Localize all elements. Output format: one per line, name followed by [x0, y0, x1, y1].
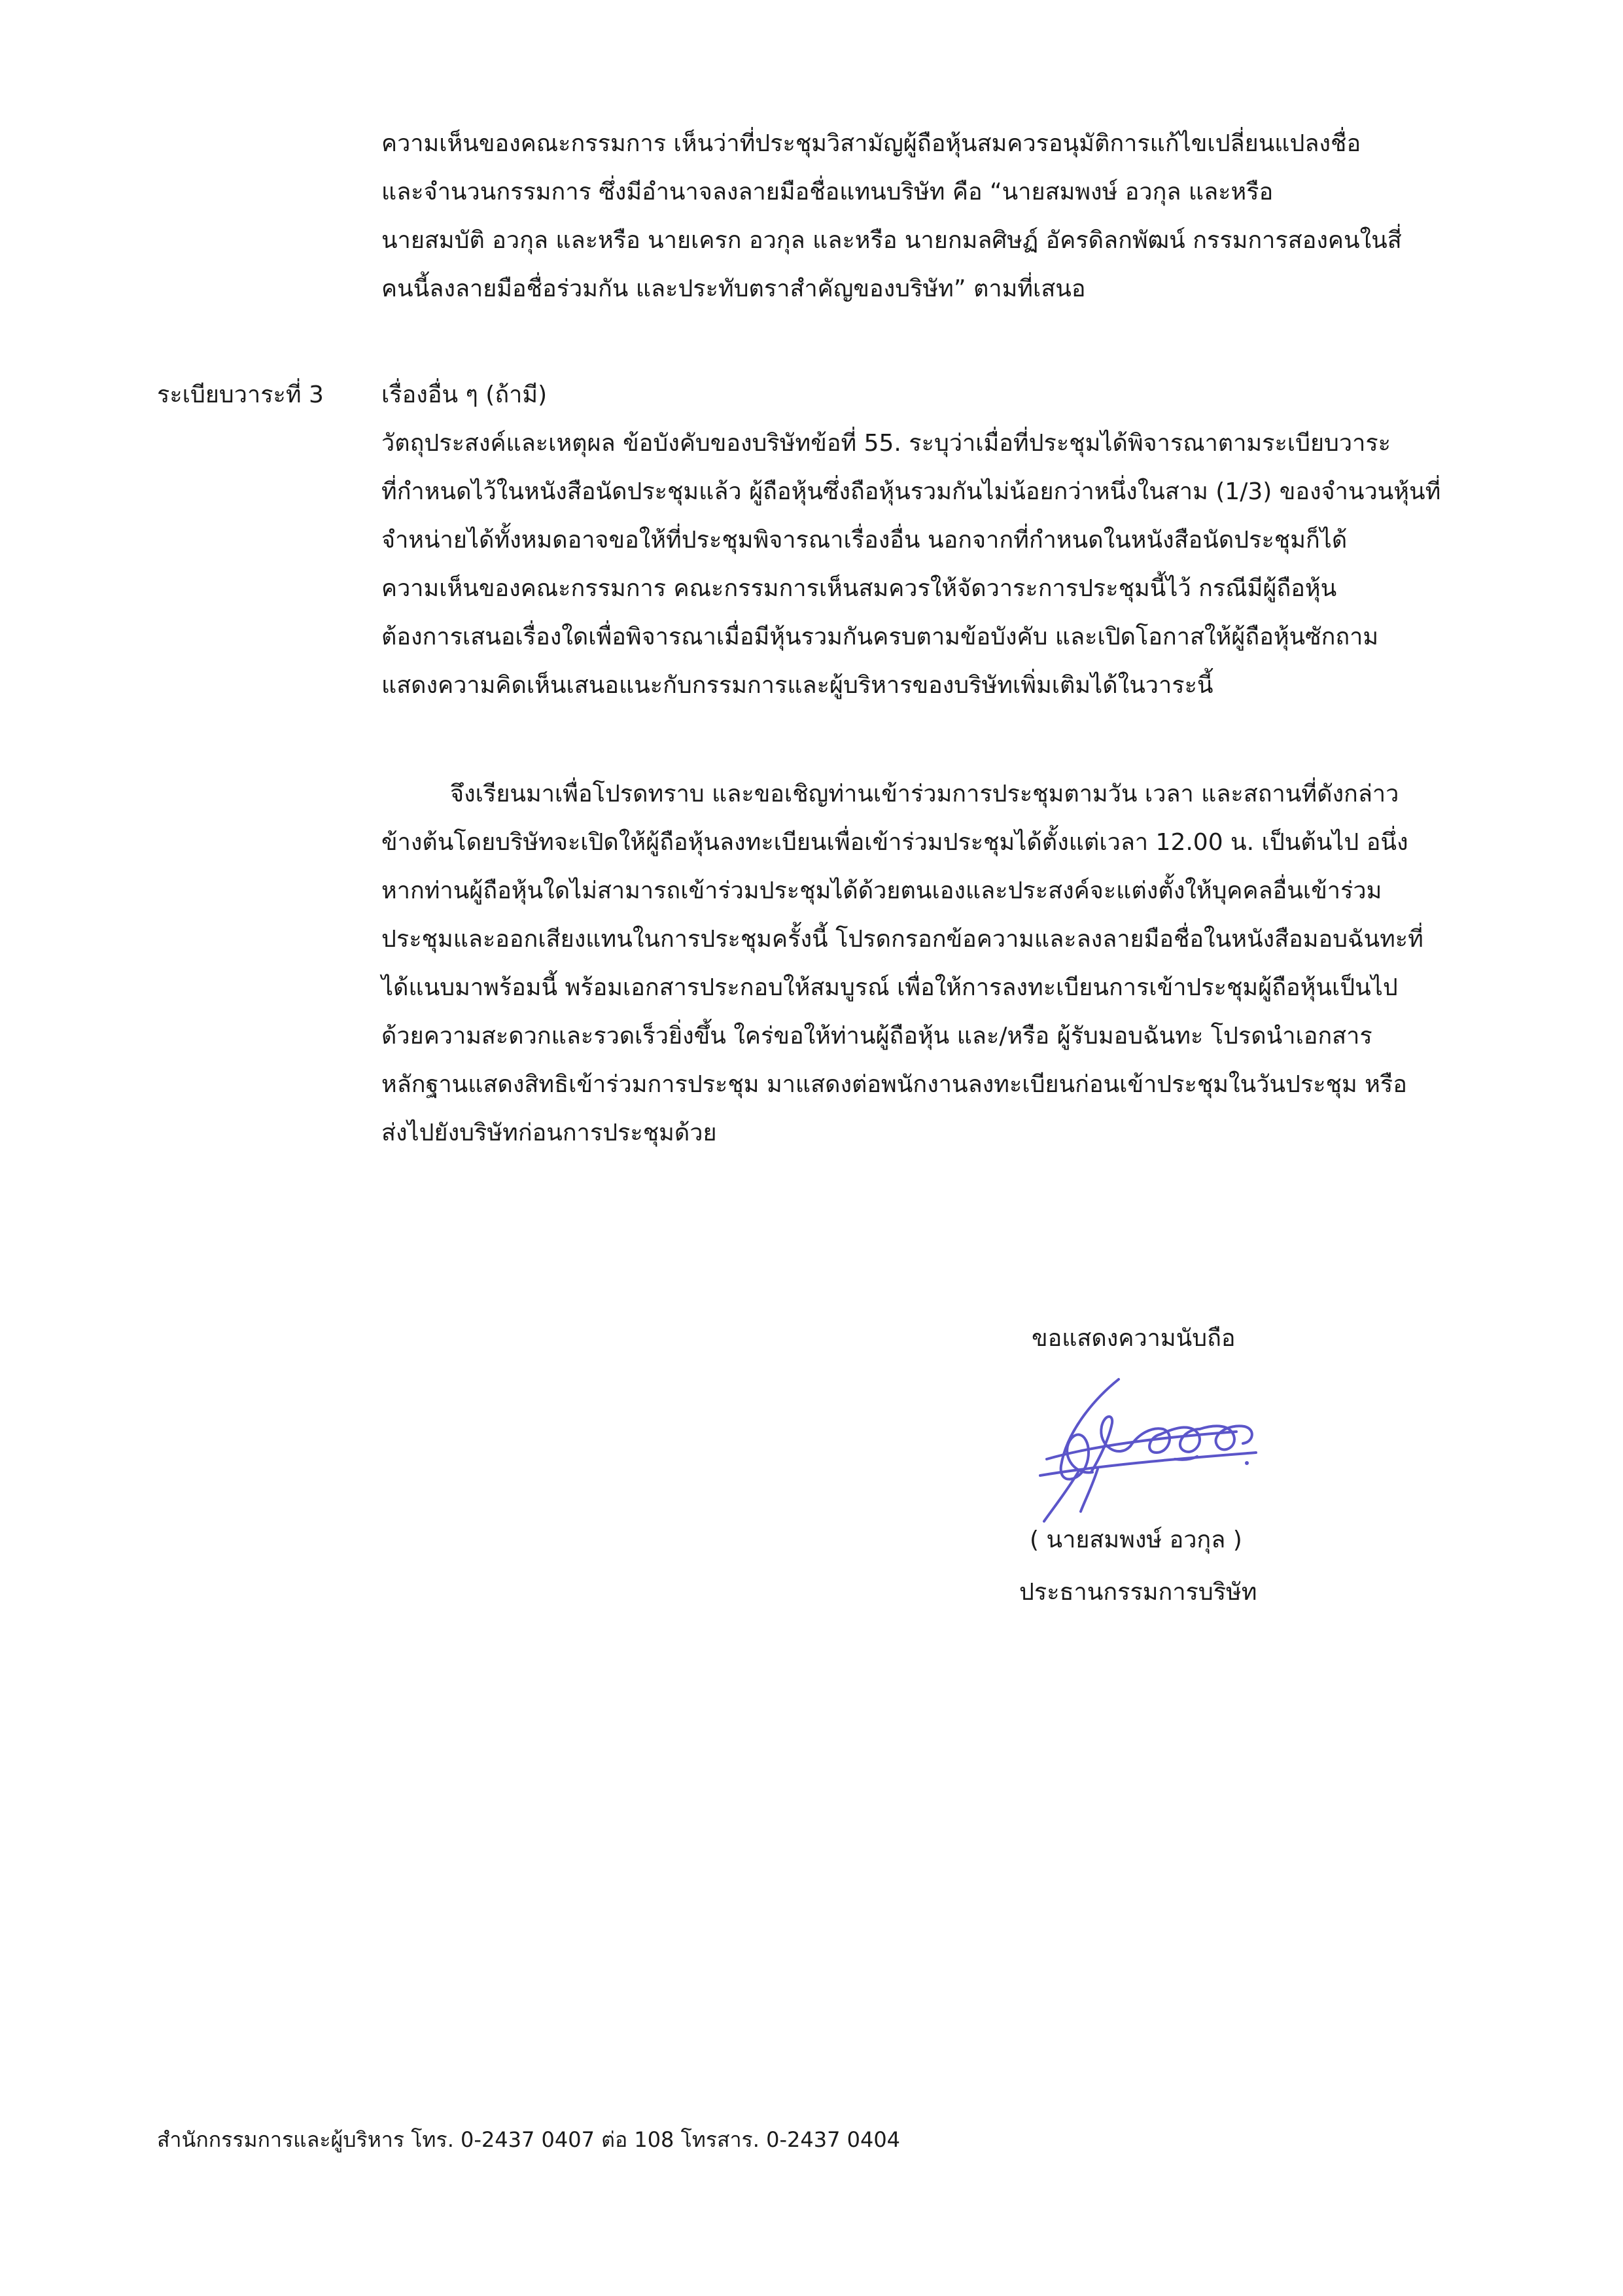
- invitation-line-6: ด้วยความสะดวกและรวดเร็วยิ่งขึ้น ใคร่ขอให้ท่านผู้ถือหุ้น และ/หรือ ผู้รับมอบฉันทะ โปรดนำเอกสาร: [381, 1023, 1372, 1050]
- agenda-3-title: เรื่องอื่น ๆ (ถ้ามี): [381, 381, 548, 408]
- footer-contact: สำนักกรรมการและผู้บริหาร โทร. 0-2437 0407 ต่อ 108 โทรสาร. 0-2437 0404: [157, 2127, 901, 2152]
- handwritten-signature: [1021, 1361, 1282, 1531]
- opinion-line-1: ความเห็นของคณะกรรมการ เห็นว่าที่ประชุมวิสามัญผู้ถือหุ้นสมควรอนุมัติการแก้ไขเปลี่ยนแปลงชื่อ: [381, 130, 1361, 157]
- opinion-line-2: และจำนวนกรรมการ ซึ่งมีอำนาจลงลายมือชื่อแทนบริษัท คือ “นายสมพงษ์ อวกุล และหรือ: [381, 179, 1274, 205]
- opinion-line-4: คนนี้ลงลายมือชื่อร่วมกัน และประทับตราสำคัญของบริษัท” ตามที่เสนอ: [381, 275, 1086, 302]
- signature-block: [968, 1309, 1335, 1636]
- agenda-3-line-3: จำหน่ายได้ทั้งหมดอาจขอให้ที่ประชุมพิจารณาเรื่องอื่น นอกจากที่กำหนดในหนังสือนัดประชุมก็ได้: [381, 527, 1348, 554]
- invitation-line-1: จึงเรียนมาเพื่อโปรดทราบ และขอเชิญท่านเข้าร่วมการประชุมตามวัน เวลา และสถานที่ดังกล่าว: [450, 781, 1399, 807]
- agenda-3-line-1: วัตถุประสงค์และเหตุผล ข้อบังคับของบริษัทข้อที่ 55. ระบุว่าเมื่อที่ประชุมได้พิจารณาตามระเบียบวาระ: [381, 430, 1391, 457]
- invitation-line-4: ประชุมและออกเสียงแทนในการประชุมครั้งนี้ โปรดกรอกข้อความและลงลายมือชื่อในหนังสือมอบฉันทะที่: [381, 926, 1423, 953]
- invitation-line-5: ได้แนบมาพร้อมนี้ พร้อมเอกสารประกอบให้สมบูรณ์ เพื่อให้การลงทะเบียนการเข้าประชุมผู้ถือหุ้นเป็นไป: [381, 974, 1398, 1001]
- invitation-line-8: ส่งไปยังบริษัทก่อนการประชุมด้วย: [381, 1120, 717, 1146]
- agenda-3-line-4: ความเห็นของคณะกรรมการ คณะกรรมการเห็นสมควรให้จัดวาระการประชุมนี้ไว้ กรณีมีผู้ถือหุ้น: [381, 575, 1337, 602]
- agenda-3-line-6: แสดงความคิดเห็นเสนอแนะกับกรรมการและผู้บริหารของบริษัทเพิ่มเติมได้ในวาระนี้: [381, 672, 1213, 699]
- signatory-title: ประธานกรรมการบริษัท: [1019, 1579, 1257, 1606]
- agenda-3-label: ระเบียบวาระที่ 3: [157, 381, 324, 408]
- invitation-line-7: หลักฐานแสดงสิทธิเข้าร่วมการประชุม มาแสดงต่อพนักงานลงทะเบียนก่อนเข้าประชุมในวันประชุม หรือ: [381, 1071, 1407, 1098]
- opinion-line-3: นายสมบัติ อวกุล และหรือ นายเครก อวกุล และหรือ นายกมลศิษฏ์ อัครดิลกพัฒน์ กรรมการสองคนในสี่: [381, 227, 1402, 254]
- agenda-3-line-2: ที่กำหนดไว้ในหนังสือนัดประชุมแล้ว ผู้ถือหุ้นซึ่งถือหุ้นรวมกันไม่น้อยกว่าหนึ่งในสาม (1/3) ของจำนวนหุ้นที่: [381, 478, 1441, 505]
- agenda-3-line-5: ต้องการเสนอเรื่องใดเพื่อพิจารณาเมื่อมีหุ้นรวมกันครบตามข้อบังคับ และเปิดโอกาสให้ผู้ถือหุ้นซักถาม: [381, 624, 1379, 650]
- invitation-line-2: ข้างต้นโดยบริษัทจะเปิดให้ผู้ถือหุ้นลงทะเบียนเพื่อเข้าร่วมประชุมได้ตั้งแต่เวลา 12.00 น. เป็นต้นไป อนึ่ง: [381, 829, 1408, 856]
- signatory-name: ( นายสมพงษ์ อวกุล ): [1030, 1527, 1242, 1553]
- invitation-line-3: หากท่านผู้ถือหุ้นใดไม่สามารถเข้าร่วมประชุมได้ด้วยตนเองและประสงค์จะแต่งตั้งให้บุคคลอื่นเข้าร่วม: [381, 877, 1382, 904]
- closing-salutation: ขอแสดงความนับถือ: [1032, 1325, 1236, 1352]
